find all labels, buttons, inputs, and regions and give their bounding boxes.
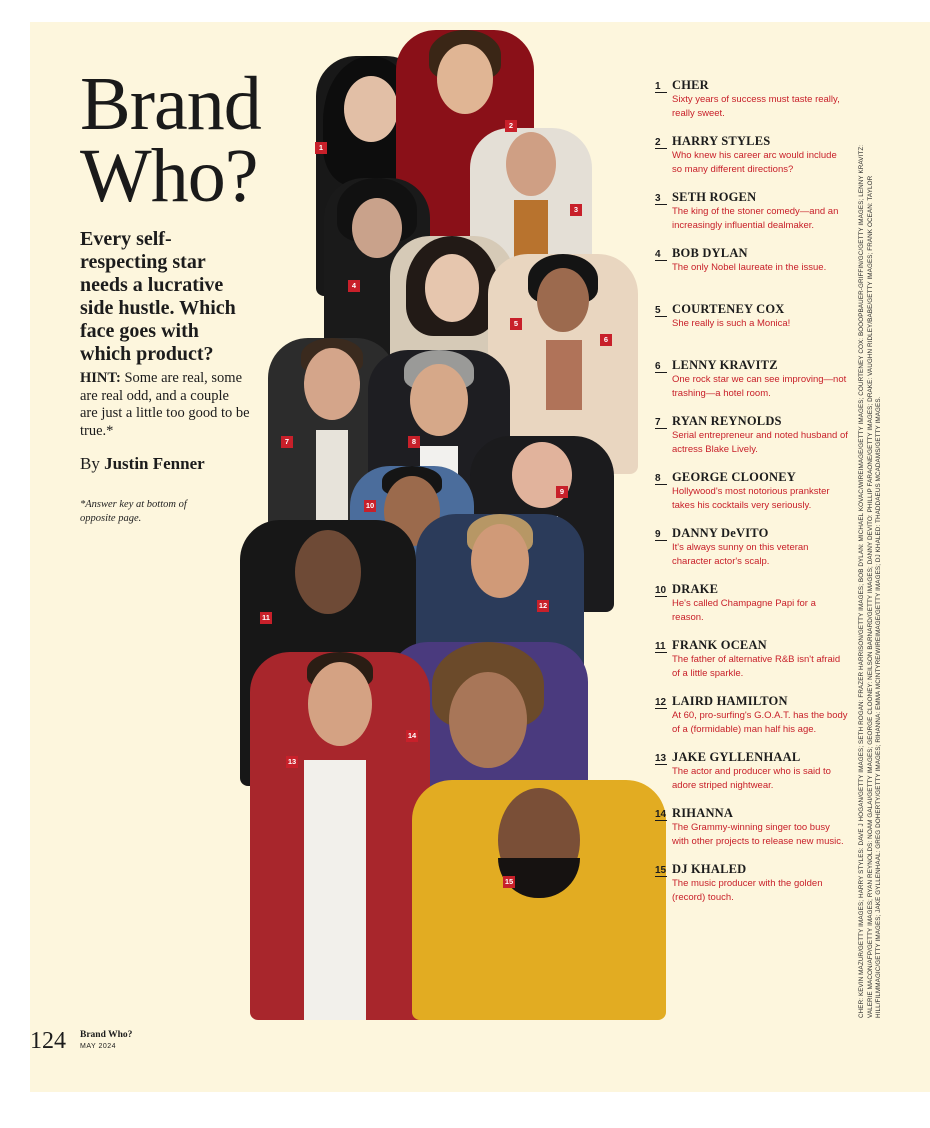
entry-description: Who knew his career arc would include so many different directions?: [672, 150, 837, 175]
entry-name: LENNY KRAVITZ: [672, 358, 778, 372]
photo-number-12: 12: [538, 601, 548, 610]
list-item: [655, 358, 845, 414]
entry-number: 10: [655, 585, 667, 596]
hint-text: Some are real, some are real odd, and a couple are just a little too good to be true.*: [80, 370, 250, 439]
entry-number: 4: [655, 249, 667, 261]
list-item: [655, 750, 845, 806]
entry-number: 1: [655, 81, 667, 93]
photo-number-15: 15: [504, 877, 514, 886]
author-name: Justin Fenner: [104, 454, 205, 473]
entry-name: SETH ROGEN: [672, 190, 757, 204]
entry-description: One rock star we can see improving—not trashing—a hotel room.: [672, 374, 847, 399]
photo-jake-gyllenhaal: [250, 652, 430, 1020]
photo-credits: CHER: KEVIN MAZUR/GETTY IMAGES; HARRY STYLES: DAVE J HOGAN/GETTY IMAGES; SETH ROGAN: FRAZER HARRISON/GETTY IMAGES; BOB DYLAN: MICHAEL KOVAC/WIREIMAGE/GETTY IMAGES; COURTENEY COX: BOOOPBAUER-GRIFFIN/GC/GETTY IMAGES; LENNY KRAVITZ: VALERIE MACON/AFP/GETTY IMAGES; RYAN REYNOLDS: NOAM GALAI/GETTY IMAGES; GEORGE CLOONEY: NEILSON BARNARD/GETTY IMAGES; DANNY DEVITO: PHILLIP FARAONE/GETTY IMAGES; DRAKE: VAUGHN RIDLEY/BABE/GETTY IMAGES; FRANK OCEAN: TAYLOR HILL/FILMMAGIC/GETTY IMAGES; JAKE GYLLENHAAL: GREG DOHERTY/GETTY IMAGES; RIHANNA: EMMA MCINTYRE/WIREIMAGE/GETTY IMAGES; DJ KHALED: THADDAEUS MCADAMS/GETTY IMAGES.: [858, 144, 882, 1018]
hint-label: HINT:: [80, 370, 121, 386]
photo-number-1: 1: [315, 142, 327, 154]
list-item: [655, 638, 845, 694]
page-number: 124: [30, 1028, 66, 1054]
entry-description: The Grammy-winning singer too busy with other projects to release new music.: [672, 822, 844, 847]
list-item: [655, 414, 848, 470]
entry-description: The music producer with the golden (record) touch.: [672, 878, 823, 903]
entry-description: At 60, pro-surfing's G.O.A.T. has the body of a (formidable) man half his age.: [672, 710, 848, 735]
photo-dj-khaled: [412, 780, 666, 1020]
photo-number-3: 3: [570, 204, 582, 216]
folio-title: Brand Who?: [80, 1030, 133, 1040]
entry-number: 6: [655, 361, 667, 373]
entry-name: DJ KHALED: [672, 862, 747, 876]
list-item: [655, 526, 845, 582]
entry-name: COURTENEY COX: [672, 302, 785, 316]
photo-number-14: 14: [407, 731, 417, 740]
entry-name: RIHANNA: [672, 806, 734, 820]
entry-description: It's always sunny on this veteran character actor's scalp.: [672, 542, 809, 567]
entry-description: The actor and producer who is said to adore striped nightwear.: [672, 766, 831, 791]
entry-number: 13: [655, 753, 667, 764]
photo-number-10: 10: [365, 501, 375, 510]
entry-number: 14: [655, 809, 667, 820]
title-line-1: Brand: [80, 62, 261, 146]
list-item: [655, 582, 845, 638]
entry-number: 2: [655, 137, 667, 149]
celebrity-list: [655, 78, 848, 918]
list-item: [655, 806, 845, 862]
entry-number: 8: [655, 473, 667, 485]
entry-description: Hollywood's most notorious prankster takes his cocktails very seriously.: [672, 486, 830, 511]
entry-number: 9: [655, 529, 667, 541]
photo-number-11: 11: [260, 612, 272, 624]
photo-number-6: 6: [600, 334, 612, 346]
list-item: [655, 470, 845, 526]
photo-number-9: 9: [556, 486, 568, 498]
byline-prefix: By: [80, 454, 105, 473]
photo-number-5: 5: [510, 318, 522, 330]
entry-name: CHER: [672, 78, 709, 92]
entry-number: 11: [655, 641, 666, 652]
photo-number-8: 8: [408, 436, 420, 448]
entry-description: Serial entrepreneur and noted husband of actress Blake Lively.: [672, 430, 848, 455]
list-item: [655, 302, 845, 358]
entry-name: FRANK OCEAN: [672, 638, 767, 652]
list-item: [655, 78, 845, 134]
photo-number-13: 13: [287, 757, 297, 766]
entry-description: The father of alternative R&B isn't afraid of a little sparkle.: [672, 654, 841, 679]
list-item: [655, 134, 845, 190]
entry-name: DANNY DeVITO: [672, 526, 769, 540]
photo-number-2: 2: [505, 120, 517, 132]
entry-number: 7: [655, 417, 667, 429]
entry-description: The king of the stoner comedy—and an increasingly influential dealmaker.: [672, 206, 839, 231]
entry-number: 3: [655, 193, 667, 205]
entry-number: 15: [655, 865, 667, 876]
list-item: [655, 190, 845, 246]
title-line-2: Who?: [80, 134, 258, 218]
celebrity-collage: [238, 26, 668, 1020]
list-item: [655, 862, 845, 918]
photo-number-4: 4: [348, 280, 360, 292]
hint: [80, 370, 250, 440]
entry-name: JAKE GYLLENHAAL: [672, 750, 801, 764]
entry-name: LAIRD HAMILTON: [672, 694, 788, 708]
entry-description: Sixty years of success must taste really, really sweet.: [672, 94, 840, 119]
list-item: [655, 246, 845, 302]
entry-number: 12: [655, 697, 667, 708]
entry-number: 5: [655, 305, 667, 317]
entry-name: BOB DYLAN: [672, 246, 748, 260]
folio-date: MAY 2024: [80, 1043, 117, 1050]
entry-name: DRAKE: [672, 582, 719, 596]
entry-name: RYAN REYNOLDS: [672, 414, 782, 428]
entry-name: HARRY STYLES: [672, 134, 771, 148]
entry-description: He's called Champagne Papi for a reason.: [672, 598, 816, 623]
answer-key-note: *Answer key at bottom of opposite page.: [80, 499, 187, 524]
entry-description: She really is such a Monica!: [672, 318, 791, 329]
photo-number-7: 7: [281, 436, 293, 448]
entry-name: GEORGE CLOONEY: [672, 470, 796, 484]
dek: Every self-respecting star needs a lucrative side hustle. Which face goes with which product?: [80, 228, 236, 365]
list-item: [655, 694, 848, 750]
entry-description: The only Nobel laureate in the issue.: [672, 262, 827, 273]
